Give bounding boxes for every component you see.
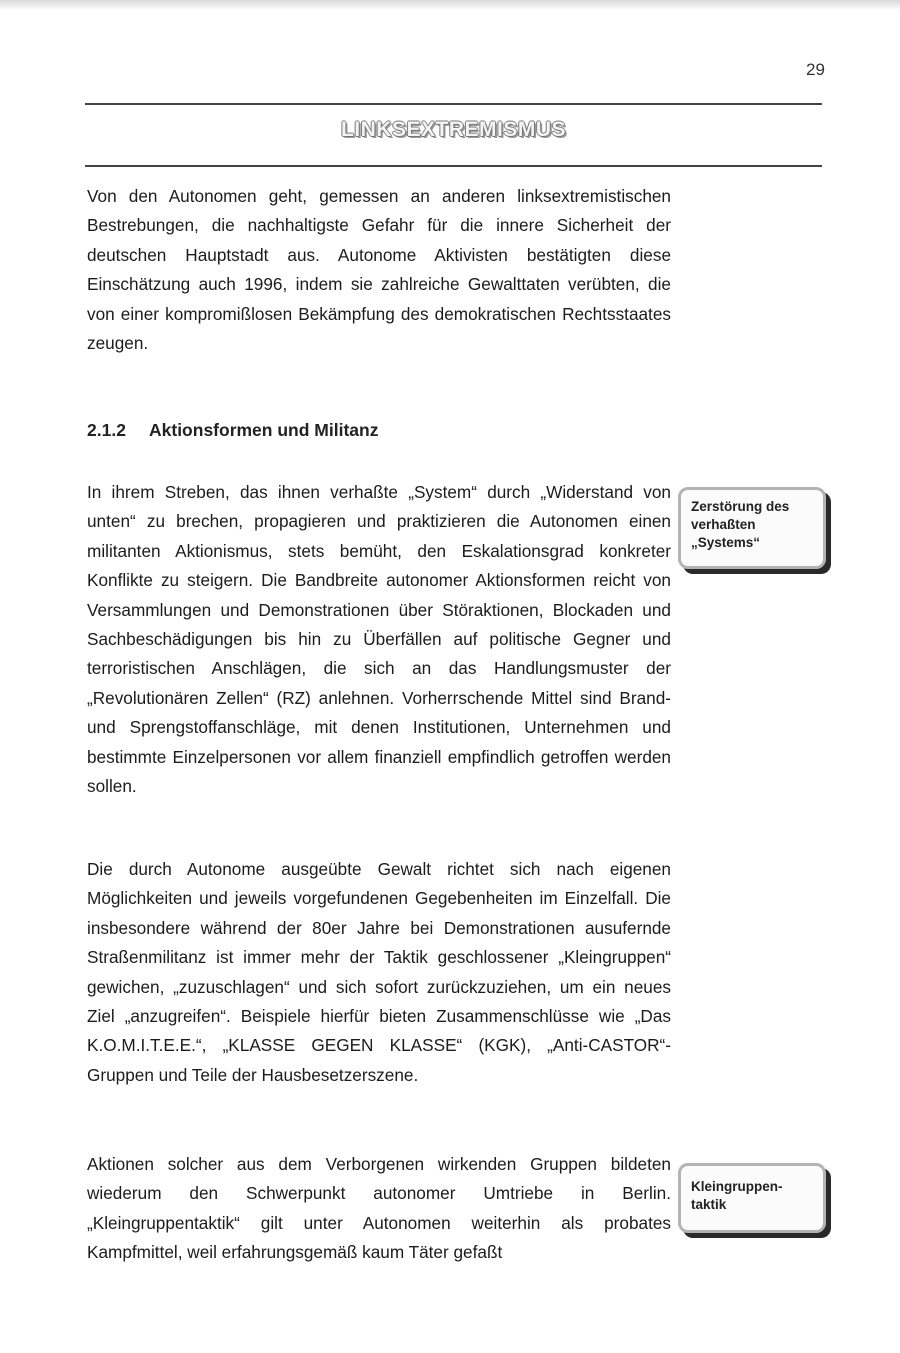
paragraph-aktionsformen: In ihrem Streben, das ihnen verhaßte „System“ durch „Widerstand von unten“ zu brechen, propagieren und praktizieren die Autonomen einen militanten Aktionismus, stets bemüht, den Eskalationsgrad konkreter Konflikte zu steigern. Die Bandbreite autonomer Aktionsformen reicht von Versammlungen und Demonstrationen über Störaktionen, Blockaden und Sachbeschädigungen bis hin zu Überfällen auf politische Gegner und terroristischen Anschlägen, die sich an das Handlungsmuster der „Revolutionären Zellen“ (RZ) anlehnen. Vorherrschende Mittel sind Brand- und Sprengstoffanschläge, mit denen Institutionen, Unternehmen und bestimmte Einzelpersonen vor allem finanziell empfindlich getroffen werden sollen. (87, 482, 671, 797)
section-title: Aktionsformen und Militanz (149, 420, 379, 440)
section-number: 2.1.2 (87, 420, 126, 440)
header-rule-bottom (85, 165, 822, 167)
paragraph-intro: Von den Autonomen geht, gemessen an anderen linksextremistischen Bestrebungen, die nachhaltigste Gefahr für die innere Sicherheit der deutschen Hauptstadt aus. Autonome Aktivisten bestätigten diese Einschätzung auch 1996, indem sie zahlreiche Gewalttaten verübten, die von einer kompromißlosen Bekämpfung des demokratischen Rechtsstaates zeugen. (87, 186, 671, 354)
page-number: 29 (806, 60, 825, 79)
section-heading (87, 420, 378, 441)
margin-note-kleingruppentaktik: Kleingruppen-taktik (678, 1163, 826, 1233)
margin-note-system: Zerstörung des verhaßten „Systems“ (678, 487, 826, 569)
running-title: LINKSEXTREMISMUS (340, 118, 566, 141)
scan-edge (0, 0, 900, 10)
paragraph-kleingruppen: Aktionen solcher aus dem Verborgenen wirkenden Gruppen bildeten wiederum den Schwerpunkt autonomer Umtriebe in Berlin. „Kleingruppentaktik“ gilt unter Autonomen weiterhin als probates Kampfmittel, weil erfahrungsgemäß kaum Täter gefaßt (87, 1154, 671, 1263)
paragraph-gewalt: Die durch Autonome ausgeübte Gewalt richtet sich nach eigenen Möglichkeiten und jeweils vorgefundenen Gegebenheiten im Einzelfall. Die insbesondere während der 80er Jahre bei Demonstrationen ausufernde Straßenmilitanz ist immer mehr der Taktik geschlossener „Kleingruppen“ gewichen, „zuzuschlagen“ und sich sofort zurückzuziehen, um ein neues Ziel „anzugreifen“. Beispiele hierfür bieten Zusammenschlüsse wie „Das K.O.M.I.T.E.E.“, „KLASSE GEGEN KLASSE“ (KGK), „Anti-CASTOR“-Gruppen und Teile der Hausbesetzerszene. (87, 859, 671, 1085)
header-rule-top (85, 103, 822, 105)
